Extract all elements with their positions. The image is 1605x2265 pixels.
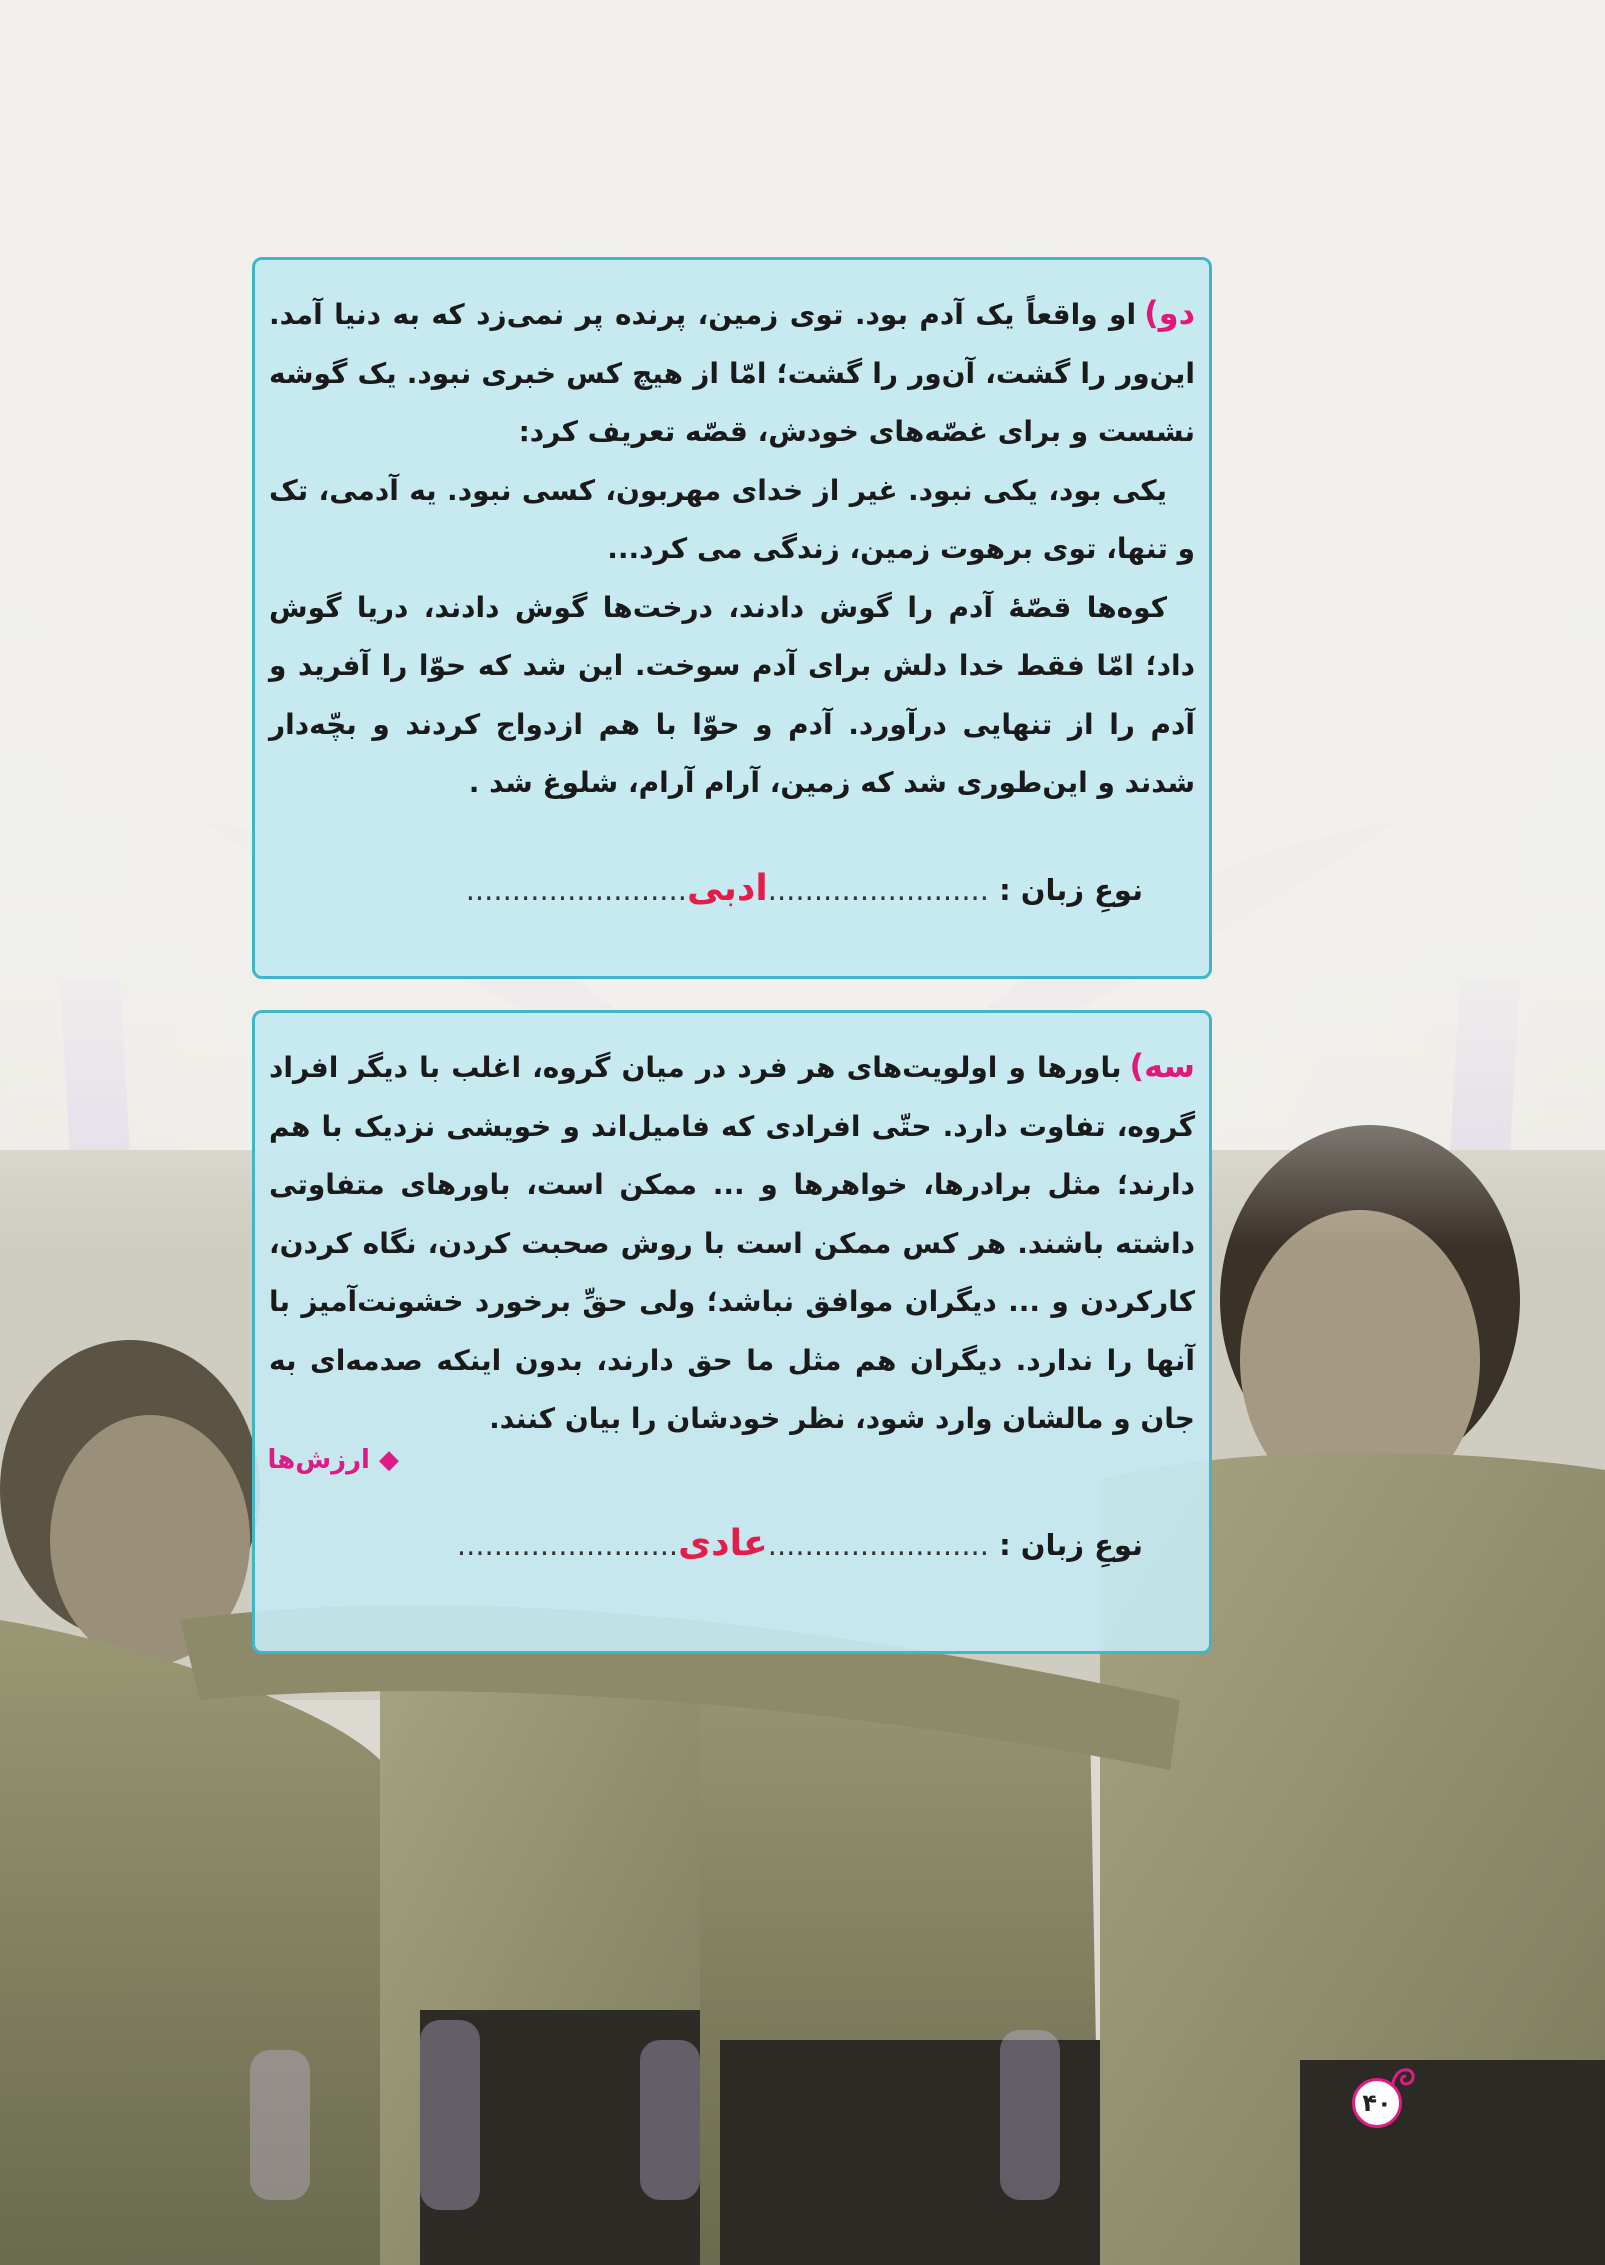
language-type-row-se — [457, 1523, 1143, 1564]
page-number: ۴۰ — [1352, 2078, 1402, 2128]
section-label-se: سه) — [1129, 1047, 1195, 1085]
paragraph-do-1-text: او واقعاً یک آدم بود. توی زمین، پرنده پر نمی‌زد که به دنیا آمد. این‌ور را گشت، آن‌ور را گشت؛ امّا از هیچ کس خبری نبود. یک گوشه نشست و برای غصّه‌های خودش، قصّه تعریف کرد: — [269, 298, 1195, 448]
paragraph-do-3: کوه‌ها قصّهٔ آدم را گوش دادند، درخت‌ها گوش دادند، دریا گوش داد؛ امّا فقط خدا دلش برای آدم سوخت. این شد که حوّا را آفرید و آدم را از تنهایی درآورد. آدم و حوّا با هم ازدواج کردند و بچّه‌دار شدند و این‌طوری شد که زمین، آرام آرام، شلوغ شد . — [269, 590, 1195, 799]
paragraph-do-1 — [269, 284, 1195, 462]
answer-dots-before: ........................ — [767, 873, 989, 907]
paragraph-do-2: یکی بود، یکی نبود. غیر از خدای مهربون، کسی نبود. یه آدمی، تک و تنها، توی برهوت زمین، زندگی می کرد... — [269, 473, 1195, 565]
answer-dots-after: ........................ — [456, 1528, 679, 1562]
text-box-se — [252, 1010, 1212, 1654]
paragraph-se-1 — [269, 1037, 1195, 1449]
answer-dots-after: ........................ — [465, 873, 687, 907]
answer-dots-before: ........................ — [767, 1528, 989, 1562]
language-type-label: نوعِ زبان : — [999, 873, 1143, 907]
values-tag: ◆ ارزش‌ها — [267, 1445, 399, 1475]
language-type-answer-se: عادی — [678, 1523, 768, 1564]
language-type-row-do — [466, 868, 1143, 909]
section-label-do: دو) — [1144, 294, 1195, 332]
language-type-answer-do: ادبی — [686, 868, 768, 909]
paragraph-se-1-text: باورها و اولویت‌های هر فرد در میان گروه، اغلب با دیگر افراد گروه، تفاوت دارد. حتّی افرادی که فامیل‌اند و خویشی نزدیک با هم دارند؛ مثل برادرها، خواهرها و ... ممکن است، باورهای متفاوتی داشته باشند. هر کس ممکن است با روش صحبت کردن، نگاه کردن، کارکردن و ... دیگران موافق نباشد؛ ولی حقِّ برخورد خشونت‌آمیز با آنها را ندارد. دیگران هم مثل ما حق دارند، بدون اینکه صدمه‌ای به جان و مالشان وارد شود، نظر خودشان را بیان کنند. — [269, 1051, 1195, 1435]
text-box-do — [252, 257, 1212, 979]
language-type-label: نوعِ زبان : — [999, 1528, 1143, 1562]
